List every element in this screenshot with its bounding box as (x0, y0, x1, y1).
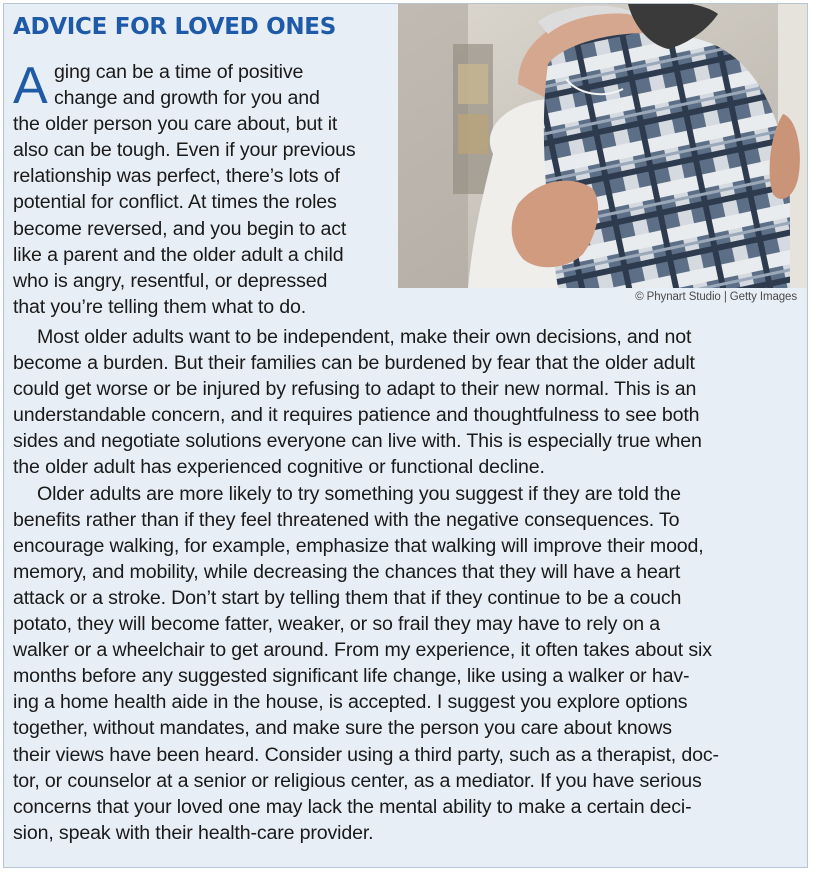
paragraph-3-line: encourage walking, for example, emphasize that walking will improve their mood, (13, 534, 704, 557)
paragraph-3-line: concerns that your loved one may lack the mental ability to make a certain deci- (13, 795, 692, 818)
paragraph-2-line: could get worse or be injured by refusing to adapt to their new normal. This is an (13, 378, 697, 401)
paragraph-3-line: ing a home health aide in the house, is accepted. I suggest you explore options (13, 691, 688, 714)
paragraph-3-line: tor, or counselor at a senior or religious center, as a mediator. If you have serious (13, 769, 702, 792)
paragraph-2-line: the older adult has experienced cognitive or functional decline. (13, 456, 545, 479)
paragraph-3-line: memory, and mobility, while decreasing the chances that they will have a heart (13, 560, 681, 583)
paragraph-1-line: potential for conflict. At times the roles (13, 191, 337, 214)
paragraph-3-line: together, without mandates, and make sure the person you care about knows (13, 717, 672, 740)
drop-cap: A (13, 57, 48, 115)
photo (398, 4, 808, 288)
paragraph-1-line: the older person you care about, but it (13, 113, 338, 136)
paragraph-3-line: benefits rather than if they feel threatened with the negative consequences. To (13, 508, 680, 531)
paragraph-2-line: understandable concern, and it requires patience and thoughtfulness to see both (13, 404, 700, 427)
paragraph-1-line: who is angry, resentful, or depressed (13, 269, 328, 292)
paragraph-3-line: their views have been heard. Consider using a third party, such as a therapist, doc- (13, 743, 719, 766)
paragraph-1 (13, 59, 393, 320)
paragraph-1-line: like a parent and the older adult a child (13, 243, 344, 266)
paragraph-1-line: that you’re telling them what to do. (13, 295, 307, 318)
paragraph-3-line: sion, speak with their health-care provider. (13, 821, 374, 844)
photo-credit: © Phynart Studio | Getty Images (635, 291, 797, 303)
paragraph-2-line: Most older adults want to be independent, make their own decisions, and not (37, 326, 692, 348)
paragraph-1-line: become reversed, and you begin to act (13, 217, 347, 240)
paragraph-1-line-text: ging can be a time of positive (54, 61, 304, 83)
paragraph-3-line: attack or a stroke. Don’t start by telling them that if they continue to be a couch (13, 586, 682, 609)
paragraph-1-line: also can be tough. Even if your previous (13, 139, 356, 162)
paragraph-3-line: potato, they will become fatter, weaker, or so frail they may have to rely on a (13, 613, 661, 636)
paragraph-2-line: become a burden. But their families can be burdened by fear that the older adult (13, 352, 695, 375)
two-men-hugging-photo-icon (398, 4, 808, 288)
paragraph-2-line: sides and negotiate solutions everyone can live with. This is especially true when (13, 430, 702, 453)
paragraph-3-line: months before any suggested significant life change, like using a walker or hav- (13, 665, 690, 688)
paragraph-3-line: walker or a wheelchair to get around. From my experience, it often takes about six (13, 639, 712, 662)
paragraph-1-line: relationship was perfect, there’s lots of (13, 165, 340, 188)
body-text (13, 324, 803, 846)
paragraph-3-line: Older adults are more likely to try something you suggest if they are told the (37, 482, 681, 505)
advice-sidebar-box (3, 3, 808, 868)
sidebar-heading: ADVICE FOR LOVED ONES (13, 14, 336, 40)
paragraph-1-line: change and growth for you and (54, 87, 320, 110)
